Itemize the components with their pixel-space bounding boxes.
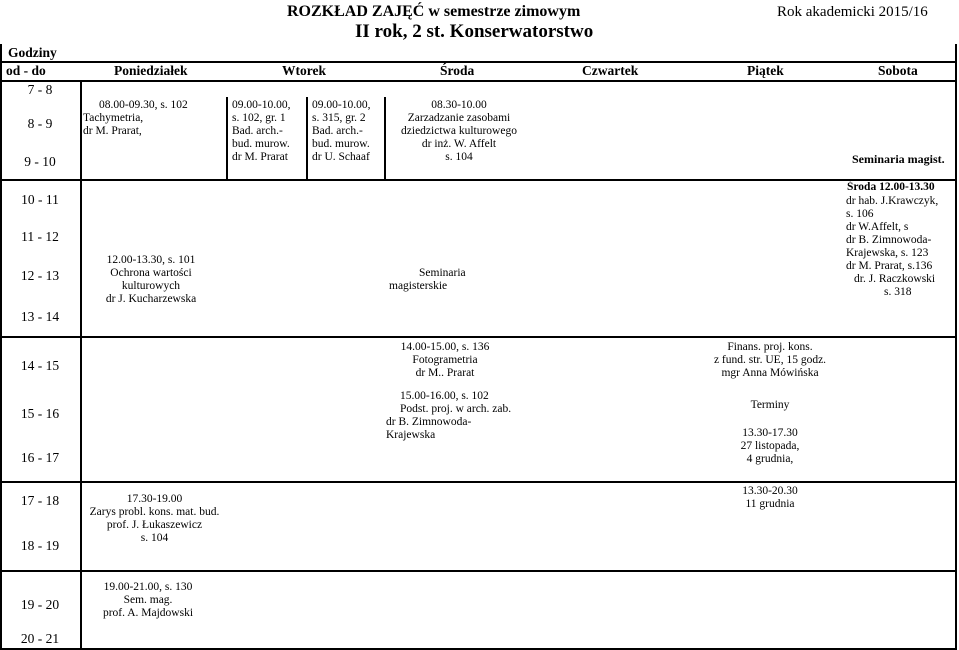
- class-line: 11 grudnia: [745, 498, 795, 510]
- class-line: dr M.. Prarat: [415, 367, 475, 379]
- saturday-seminaria-list: [846, 195, 954, 299]
- time-slot: 12 - 13: [20, 268, 60, 283]
- class-line: Zarzadzanie zasobami: [407, 112, 511, 124]
- tuesday-class-group-2: [312, 99, 384, 164]
- class-line: dr inż. W. Affelt: [421, 138, 497, 150]
- header-day-tuesday: Wtorek: [282, 63, 326, 78]
- class-line: Seminaria: [419, 267, 466, 279]
- monday-class-tachymetria: [83, 99, 223, 138]
- seminar-line: dr W.Affelt, s: [846, 221, 909, 233]
- class-line: 4 grudnia,: [746, 453, 794, 465]
- time-slot: 16 - 17: [20, 450, 60, 465]
- time-slot: 19 - 20: [20, 597, 60, 612]
- time-column-rule: [80, 80, 82, 649]
- time-slot: 20 - 21: [20, 631, 60, 646]
- wednesday-class-fotogrametria: [390, 341, 500, 380]
- class-line: kulturowych: [121, 280, 181, 292]
- class-line: s. 315, gr. 2: [312, 112, 366, 124]
- class-line: 19.00-21.00, s. 130: [103, 581, 193, 593]
- class-line: s. 102, gr. 1: [232, 112, 286, 124]
- class-line: Krajewska: [386, 429, 436, 441]
- class-line: prof. A. Majdowski: [102, 607, 194, 619]
- saturday-seminaria-time: Środa 12.00-13.30: [847, 181, 935, 193]
- class-line: s. 104: [140, 532, 169, 544]
- class-line: 08.00-09.30, s. 102: [99, 99, 188, 111]
- class-line: Ochrona wartości: [110, 267, 192, 279]
- schedule-title: ROZKŁAD ZAJĘĆ w semestrze zimowym: [287, 3, 581, 20]
- saturday-seminaria-title: Seminaria magist.: [852, 152, 945, 166]
- class-line: 09.00-10.00,: [232, 99, 291, 111]
- class-line: dr B. Zimnowoda-: [386, 416, 472, 428]
- class-line: Bad. arch.-: [232, 125, 283, 137]
- class-line: Zarys probl. kons. mat. bud.: [89, 506, 220, 518]
- class-line: 12.00-13.30, s. 101: [106, 254, 196, 266]
- class-line: Bad. arch.-: [312, 125, 363, 137]
- class-line: magisterskie: [389, 280, 448, 292]
- class-line: 13.30-17.30: [742, 427, 798, 439]
- friday-terminy-label: Terminy: [750, 399, 790, 411]
- class-line: Sem. mag.: [123, 594, 173, 606]
- header-day-wednesday: Środa: [440, 63, 475, 78]
- class-line: z fund. str. UE, 15 godz.: [713, 354, 827, 366]
- seminar-line: dr M. Prarat, s.136: [846, 260, 933, 272]
- class-line: 08.30-10.00: [431, 99, 487, 111]
- monday-class-ochrona: [86, 254, 216, 306]
- schedule-subtitle: II rok, 2 st. Konserwatorstwo: [355, 21, 594, 42]
- class-line: 13.30-20.30: [742, 485, 798, 497]
- class-line: Podst. proj. w arch. zab.: [400, 403, 512, 415]
- class-line: bud. murow.: [312, 138, 370, 150]
- time-slot: 7 - 8: [27, 82, 53, 97]
- class-line: bud. murow.: [232, 138, 290, 150]
- time-slot: 11 - 12: [21, 229, 59, 244]
- seminar-line: Krajewska, s. 123: [846, 247, 929, 259]
- time-slot: 18 - 19: [20, 538, 60, 553]
- class-line: dr U. Schaaf: [312, 151, 370, 163]
- class-line: Tachymetria,: [83, 112, 144, 124]
- time-slot: 15 - 16: [20, 406, 60, 421]
- class-line: Finans. proj. kons.: [727, 341, 813, 353]
- class-line: dr M. Prarat: [232, 151, 288, 163]
- wednesday-class-podstawy: [386, 390, 536, 442]
- tuesday-group-divider: [306, 97, 308, 180]
- seminar-line: dr. J. Raczkowski: [854, 273, 936, 285]
- row-divider-17: [0, 481, 957, 483]
- header-bottom-rule: [0, 80, 957, 82]
- time-slot: 10 - 11: [21, 192, 59, 207]
- class-line: s. 104: [445, 151, 473, 163]
- header-day-friday: Piątek: [747, 63, 784, 78]
- friday-dates-2: [700, 485, 840, 511]
- seminar-line: dr B. Zimnowoda-: [846, 234, 932, 246]
- table-right-rule: [955, 44, 957, 649]
- header-day-monday: Poniedziałek: [114, 63, 188, 78]
- table-left-rule: [0, 44, 2, 649]
- row-divider-14: [0, 336, 957, 338]
- class-line: mgr Anna Mówińska: [721, 367, 819, 379]
- row-divider-10: [0, 179, 957, 181]
- class-line: dr J. Kucharzewska: [105, 293, 197, 305]
- header-divider: [0, 61, 957, 63]
- header-od-do: od - do: [6, 63, 46, 78]
- header-godziny: Godziny: [8, 45, 57, 60]
- tuesday-right-rule: [384, 97, 386, 180]
- time-slot: 14 - 15: [20, 358, 60, 373]
- class-line: 27 listopada,: [740, 440, 800, 452]
- class-line: 14.00-15.00, s. 136: [400, 341, 490, 353]
- class-line: Fotogrametria: [412, 354, 478, 366]
- class-line: 09.00-10.00,: [312, 99, 371, 111]
- friday-dates-1: [700, 427, 840, 466]
- tuesday-class-group-1: [232, 99, 304, 164]
- friday-class-finanse: [700, 341, 840, 380]
- class-line: prof. J. Łukaszewicz: [106, 519, 203, 531]
- academic-year: Rok akademicki 2015/16: [777, 4, 928, 20]
- class-line: 17.30-19.00: [126, 493, 183, 505]
- tuesday-left-rule: [226, 97, 228, 180]
- time-slot: 17 - 18: [20, 493, 60, 508]
- class-line: dziedzictwa kulturowego: [401, 125, 517, 137]
- time-slot: 13 - 14: [20, 309, 60, 324]
- seminar-line: dr hab. J.Krawczyk,: [846, 195, 939, 207]
- header-day-thursday: Czwartek: [582, 63, 639, 78]
- class-line: 15.00-16.00, s. 102: [400, 390, 489, 402]
- wednesday-class-zarzadzanie: [387, 99, 531, 164]
- header-day-saturday: Sobota: [878, 63, 918, 78]
- row-divider-19: [0, 570, 957, 572]
- class-line: dr M. Prarat,: [83, 125, 142, 137]
- table-bottom-rule: [0, 648, 957, 650]
- monday-class-seminar: [88, 581, 208, 620]
- seminar-line: s. 106: [846, 208, 874, 220]
- seminar-line: s. 318: [884, 286, 912, 298]
- monday-class-zarys: [82, 493, 227, 545]
- wednesday-seminaria: [389, 267, 499, 293]
- time-slot: 8 - 9: [27, 116, 53, 131]
- time-slot: 9 - 10: [24, 154, 56, 169]
